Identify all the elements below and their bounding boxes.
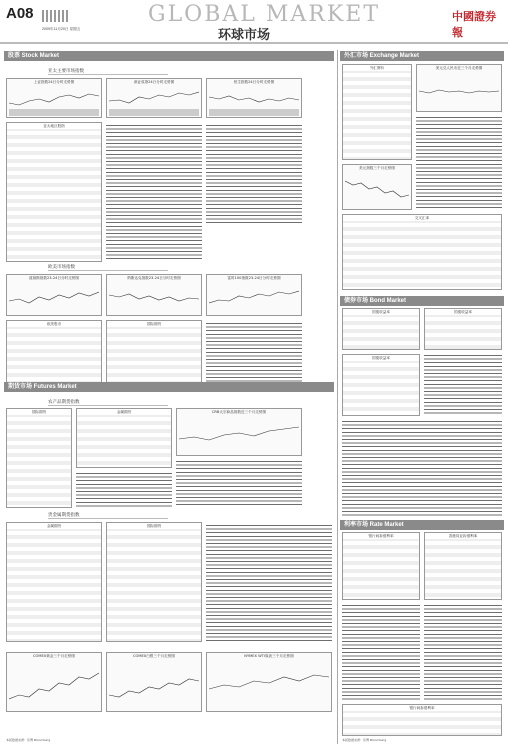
eu-us-table: 欧美股市 bbox=[6, 320, 102, 384]
sh-composite-chart: 上证指数24日分时走势图 bbox=[6, 78, 102, 118]
stock-section-header: 股票 Stock Market bbox=[4, 51, 334, 61]
section-title-cn: 环球市场 bbox=[218, 28, 271, 43]
newspaper-logo: 中國證券報 bbox=[452, 10, 496, 39]
bond-yields-table: 国债收益率 bbox=[342, 308, 420, 350]
eu-us-indices-subhead: 欧美市场指数 bbox=[48, 264, 168, 271]
commodity-subhead: 农产品期货指数 bbox=[48, 399, 168, 406]
rate-section-header: 利率市场 Rate Market bbox=[340, 520, 504, 530]
futures-section-header: 期货市场 Futures Market bbox=[4, 382, 334, 392]
stock-indices-subhead: 亚太主要市场指数 bbox=[48, 68, 168, 75]
metals-table: 金属期货 bbox=[76, 408, 172, 468]
fx-article bbox=[416, 116, 502, 210]
usd-index-chart: 美元指数三个月走势图 bbox=[342, 164, 412, 210]
cross-rates-table: 交叉汇率 bbox=[342, 214, 502, 290]
rate-article-col2 bbox=[424, 604, 502, 700]
global-market-title: GLOBAL MARKET bbox=[148, 2, 381, 27]
masthead-rule bbox=[0, 42, 508, 44]
bond-yields-table-3: 国债收益率 bbox=[342, 354, 420, 416]
bond-article-col2 bbox=[342, 420, 502, 516]
futures-article-col2 bbox=[176, 460, 302, 508]
stock-article-col1 bbox=[106, 124, 202, 262]
fx-section-header: 外汇市场 Exchange Market bbox=[340, 51, 504, 61]
barcode-ornament bbox=[42, 10, 68, 22]
nasdaq-chart: 纳斯达克指数23-24日分时走势图 bbox=[106, 274, 202, 316]
bond-section-header: 债券市场 Bond Market bbox=[340, 296, 504, 306]
comex-silver-chart: COMEX白银三个月走势图 bbox=[106, 652, 202, 712]
eu-us-article bbox=[206, 322, 302, 382]
masthead bbox=[0, 0, 508, 44]
date-line: 2009年11月20日 星期五 bbox=[42, 27, 81, 31]
fx-rmb-usd-chart: 美元兑人民币近三个月走势图 bbox=[416, 64, 502, 112]
dow-chart: 道琼斯指数23-24日分时走势图 bbox=[6, 274, 102, 316]
futures-article-col1 bbox=[76, 472, 172, 508]
libor-bottom-table: 银行间拆借利率 bbox=[342, 704, 502, 736]
fx-rates-table: 外汇牌价 bbox=[342, 64, 412, 160]
precious-table-2: 国际期货 bbox=[106, 522, 202, 642]
precious-table-1: 金属期货 bbox=[6, 522, 102, 642]
nymex-oil-chart: NYMEX WTI原油三个月走势图 bbox=[206, 652, 332, 712]
column-divider bbox=[337, 50, 338, 744]
page-number: A08 bbox=[6, 5, 34, 22]
ftse-chart: 富时100指数23-24日分时走势图 bbox=[206, 274, 302, 316]
hs-index-chart: 恒生指数24日分时走势图 bbox=[206, 78, 302, 118]
precious-subhead: 贵金属期货指数 bbox=[48, 512, 168, 519]
libor-table: 银行间拆借利率 bbox=[342, 532, 420, 600]
bond-article-col1 bbox=[424, 354, 502, 416]
crb-chart: CRB大宗商品指数近三个月走势图 bbox=[176, 408, 302, 456]
comex-gold-chart: COMEX黄金三个月走势图 bbox=[6, 652, 102, 712]
precious-article bbox=[206, 524, 332, 642]
rate-article-col1 bbox=[342, 604, 420, 700]
commodity-table: 国际期货 bbox=[6, 408, 72, 508]
asia-pac-table: 亚太地区股指 bbox=[6, 122, 102, 262]
left-source-note: 本版数据来源：彭博 Bloomberg bbox=[6, 738, 51, 742]
right-source-note: 本版数据来源：彭博 Bloomberg bbox=[342, 738, 387, 742]
sz-component-chart: 深证成指24日分时走势图 bbox=[106, 78, 202, 118]
bond-yields-table-2: 国债收益率 bbox=[424, 308, 502, 350]
hibor-table: 香港同业拆借利率 bbox=[424, 532, 502, 600]
stock-article-col2 bbox=[206, 124, 302, 224]
intl-futures-table: 国际期货 bbox=[106, 320, 202, 384]
